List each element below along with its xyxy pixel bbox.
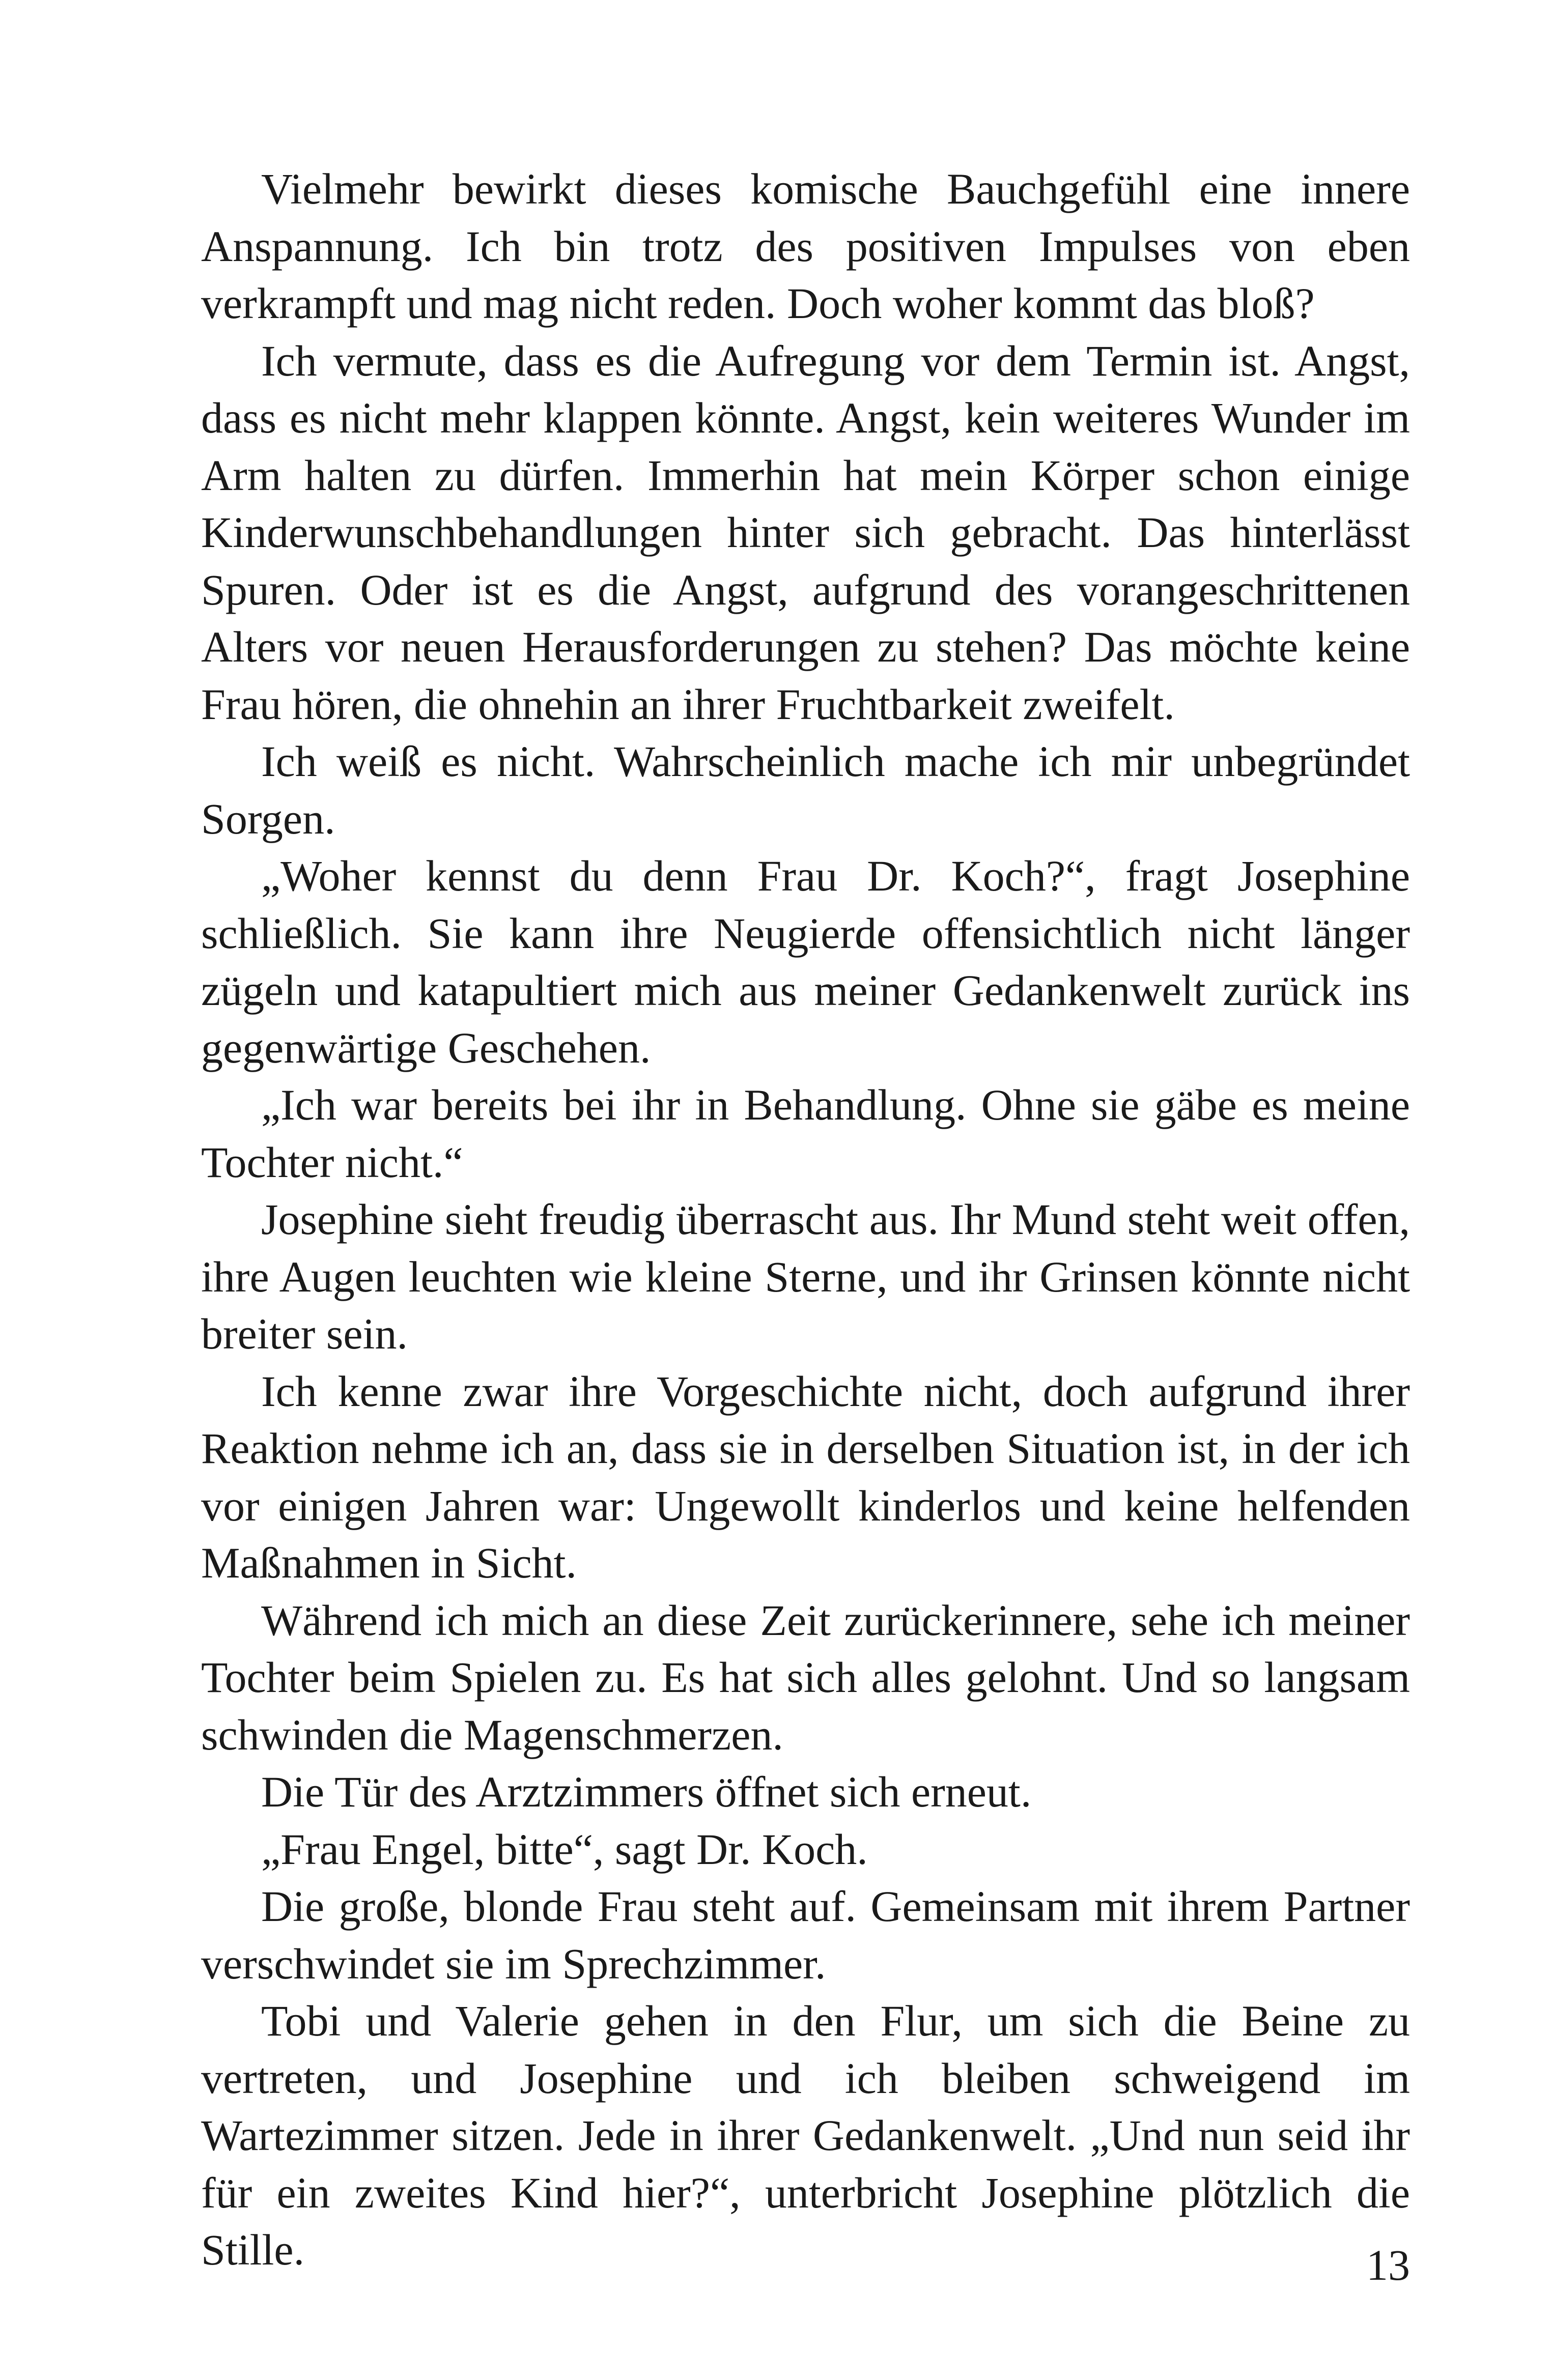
paragraph: Vielmehr bewirkt dieses komische Bauchgefühl eine innere Anspannung. Ich bin trotz des positiven Impulses von eben verkrampft und mag nicht reden. Doch woher kommt das bloß?	[201, 164, 1410, 328]
paragraph: Josephine sieht freudig überrascht aus. Ihr Mund steht weit offen, ihre Augen leuchten wie kleine Sterne, und ihr Grinsen könnte nicht breiter sein.	[201, 1195, 1410, 1358]
body-text	[201, 160, 1410, 2279]
paragraph: „Woher kennst du denn Frau Dr. Koch?“, fragt Josephine schließlich. Sie kann ihre Neugierde offensichtlich nicht länger zügeln und katapultiert mich aus meiner Gedankenwelt zurück ins gegenwärtige Geschehen.	[201, 851, 1410, 1072]
paragraph: Die Tür des Arztzimmers öffnet sich erneut.	[261, 1767, 1032, 1816]
paragraph: Ich kenne zwar ihre Vorgeschichte nicht, doch aufgrund ihrer Reaktion nehme ich an, dass sie in derselben Situation ist, in der ich vor einigen Jahren war: Ungewollt kinderlos und keine helfenden Maßnahmen in Sicht.	[201, 1366, 1410, 1587]
paragraph: Ich vermute, dass es die Aufregung vor dem Termin ist. Angst, dass es nicht mehr klappen könnte. Angst, kein weiteres Wunder im Arm halten zu dürfen. Immerhin hat mein Körper schon einige Kinderwunschbehandlungen hinter sich gebracht. Das hinterlässt Spuren. Oder ist es die Angst, aufgrund des vorangeschrittenen Alters vor neuen Herausforderungen zu stehen? Das möchte keine Frau hören, die ohnehin an ihrer Fruchtbarkeit zweifelt.	[201, 336, 1410, 729]
paragraph: Die große, blonde Frau steht auf. Gemeinsam mit ihrem Partner verschwindet sie im Sprechzimmer.	[201, 1882, 1410, 1988]
page-number: 13	[1366, 2241, 1410, 2289]
paragraph: Ich weiß es nicht. Wahrscheinlich mache ich mir unbegründet Sorgen.	[201, 737, 1410, 843]
paragraph: Tobi und Valerie gehen in den Flur, um sich die Beine zu vertreten, und Josephine und ich bleiben schweigend im Wartezimmer sitzen. Jede in ihrer Gedankenwelt. „Und nun seid ihr für ein zweites Kind hier?“, unterbricht Josephine plötzlich die Stille.	[201, 1996, 1410, 2274]
paragraph: „Frau Engel, bitte“, sagt Dr. Koch.	[261, 1824, 868, 1874]
paragraph: Während ich mich an diese Zeit zurückerinnere, sehe ich meiner Tochter beim Spielen zu. Es hat sich alles gelohnt. Und so langsam schwinden die Magenschmerzen.	[201, 1595, 1410, 1759]
paragraph: „Ich war bereits bei ihr in Behandlung. Ohne sie gäbe es meine Tochter nicht.“	[201, 1080, 1410, 1187]
